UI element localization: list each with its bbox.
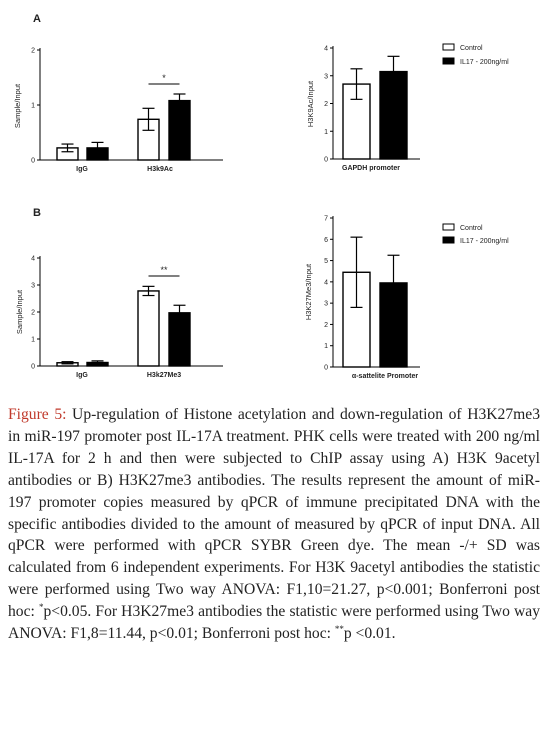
b-right-ytick-label-1: 1 [324, 343, 328, 351]
b-right-ytick-label-7: 7 [324, 215, 328, 223]
panel-label-a: A [33, 13, 41, 25]
chart-b-left [15, 256, 223, 380]
b-right-ytick-label-3: 3 [324, 300, 328, 308]
b-left-ytick-label-3: 3 [31, 282, 35, 290]
b-left-ylabel: Sample/Input [15, 289, 24, 335]
a-left-bar-1-1 [169, 101, 190, 160]
caption-text-1: Up-regulation of Histone acetylation and down-regulation of H3K27me3 in miR-197 promoter post IL-17A treatment. PHK cells were treated with 200 ng/ml IL-17A for 2 h and then were subjected to ChIP assay using A) H3K 9acetyl antibodies or B) H3K27me3 antibodies. The results represent the amount of miR-197 promoter copies measured by qPCR of immune precipitated DNA with the specific antibodies divided to the amount of measured by qPCR of input DNA. All qPCR were performed with qPCR SYBR Green dye. The mean -/+ SD was calculated from 6 independent experiments. For H3K 9acetyl antibodies the statistic were performed using Two way ANOVA: F1,10=21.27, p<0.001; Bonferroni post hoc: [8, 406, 540, 621]
a-right-ylabel: H3K9Ac/Input [306, 80, 315, 128]
b-left-sig-label-0: ** [160, 265, 168, 275]
legend-b-il17-swatch [443, 237, 454, 243]
legend-a-il17-label: IL17 - 200ng/ml [460, 59, 509, 66]
a-left-ytick-label-0: 0 [31, 157, 35, 165]
legend-a-control-swatch [443, 44, 454, 50]
figure-caption [8, 404, 540, 645]
b-left-bar-1-0 [138, 291, 159, 366]
chart-a-left [13, 48, 223, 174]
b-left-xlabel-0: IgG [76, 372, 88, 379]
a-right-ytick-label-1: 1 [324, 128, 328, 136]
caption-sup-2: ** [334, 623, 344, 634]
legend-b-control-label: Control [460, 225, 483, 232]
a-right-xlabel-0: GAPDH promoter [342, 165, 400, 172]
a-left-sig-label-0: * [162, 73, 166, 83]
b-right-ytick-label-0: 0 [324, 364, 328, 372]
caption-sup-1: * [38, 601, 44, 612]
a-right-ytick-label-3: 3 [324, 73, 328, 81]
a-left-xlabel-0: IgG [76, 166, 88, 173]
panel-label-b: B [33, 207, 41, 219]
a-left-xlabel-1: H3k9Ac [147, 166, 173, 173]
b-right-ytick-label-6: 6 [324, 236, 328, 244]
legend-a [443, 44, 509, 66]
b-left-ytick-label-0: 0 [31, 363, 35, 371]
a-left-ytick-label-2: 2 [31, 47, 35, 55]
legend-b-control-swatch [443, 224, 454, 230]
b-left-ytick-label-1: 1 [31, 336, 35, 344]
b-left-xlabel-1: H3k27Me3 [146, 372, 182, 379]
b-right-ytick-label-4: 4 [324, 279, 328, 287]
b-right-ytick-label-2: 2 [324, 321, 328, 329]
legend-a-control-label: Control [460, 45, 483, 52]
legend-b [443, 224, 509, 245]
chart-b-right [304, 216, 420, 381]
b-left-ytick-label-4: 4 [31, 255, 35, 263]
caption-text-2: p<0.05. For H3K27me3 antibodies the statistic were performed using Two way ANOVA: F1,8=11.44, p<0.01; Bonferroni post hoc: [8, 603, 540, 643]
legend-b-il17-label: IL17 - 200ng/ml [460, 238, 509, 245]
chart-a-right [306, 46, 420, 173]
caption-label: Figure 5: [8, 406, 67, 423]
a-right-ytick-label-2: 2 [324, 101, 328, 108]
a-right-ytick-label-0: 0 [324, 156, 328, 164]
b-right-xlabel-0: α-sattelite Promoter [351, 373, 419, 380]
b-right-ytick-label-5: 5 [324, 258, 328, 266]
a-right-ytick-label-4: 4 [324, 45, 328, 53]
legend-a-il17-swatch [443, 58, 454, 64]
a-left-ytick-label-1: 1 [31, 102, 35, 110]
a-left-ylabel: Sample/Input [13, 83, 22, 129]
b-left-ytick-label-2: 2 [31, 309, 35, 317]
caption-text-3: p <0.01. [343, 625, 396, 643]
b-right-ylabel: H3K27Me3/Input [304, 263, 313, 321]
